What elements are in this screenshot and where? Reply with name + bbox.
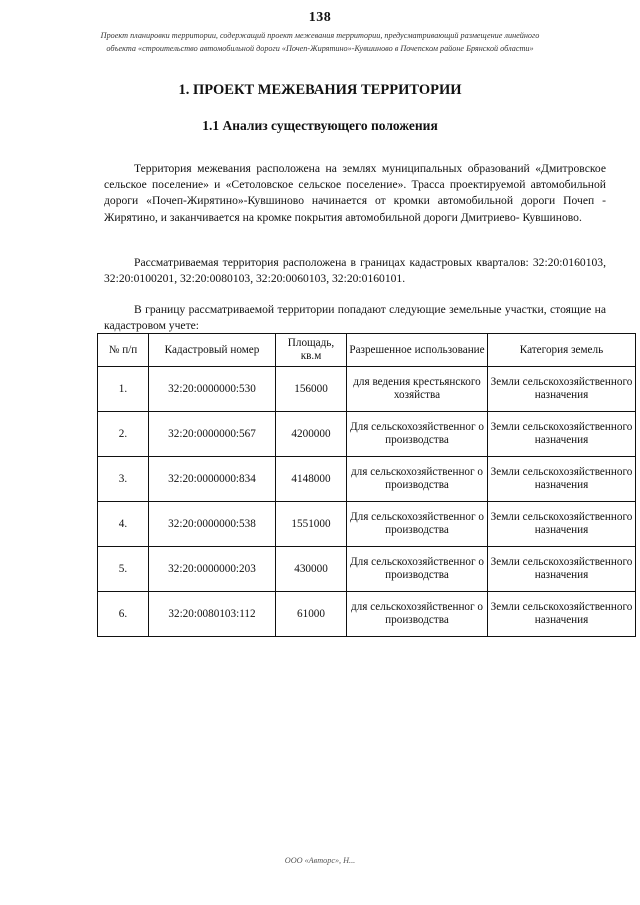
running-header: Проект планировки территории, содержащий проект межевания территории, предусматривающий размещение линейного объекта «строительство автомобильной дороги «Почеп-Жирятино»-Кувшиново в Почепском районе Брянской области» <box>100 31 540 53</box>
cell-land-category: Земли сельскохозяйственного назначения <box>488 412 636 457</box>
table-header-row <box>98 334 636 367</box>
cell-number: 6. <box>98 592 149 637</box>
cell-area: 156000 <box>276 367 347 412</box>
cell-number: 3. <box>98 457 149 502</box>
section-title: 1. ПРОЕКТ МЕЖЕВАНИЯ ТЕРРИТОРИИ <box>178 82 462 98</box>
subsection-title: 1.1 Анализ существующего положения <box>202 118 438 133</box>
header-land-category: Категория земель <box>488 334 636 367</box>
cell-area: 1551000 <box>276 502 347 547</box>
table-row <box>98 592 636 637</box>
cell-permitted-use: Для сельскохозяйственног о производства <box>347 412 488 457</box>
header-number: № п/п <box>98 334 149 367</box>
cell-cadastral-number: 32:20:0080103:112 <box>149 592 276 637</box>
parcels-table <box>97 333 636 637</box>
header-cadastral-number: Кадастровый номер <box>149 334 276 367</box>
cell-area: 4200000 <box>276 412 347 457</box>
cell-area: 430000 <box>276 547 347 592</box>
cell-land-category: Земли сельскохозяйственного назначения <box>488 367 636 412</box>
cell-number: 1. <box>98 367 149 412</box>
table-row <box>98 367 636 412</box>
cell-cadastral-number: 32:20:0000000:203 <box>149 547 276 592</box>
table-row <box>98 502 636 547</box>
cell-land-category: Земли сельскохозяйственного назначения <box>488 547 636 592</box>
header-area: Площадь, кв.м <box>276 334 347 367</box>
table-row <box>98 547 636 592</box>
cell-land-category: Земли сельскохозяйственного назначения <box>488 457 636 502</box>
page-number: 138 <box>308 10 332 25</box>
cell-number: 5. <box>98 547 149 592</box>
cell-permitted-use: для ведения крестьянского хозяйства <box>347 367 488 412</box>
cell-land-category: Земли сельскохозяйственного назначения <box>488 592 636 637</box>
cell-area: 4148000 <box>276 457 347 502</box>
cell-number: 2. <box>98 412 149 457</box>
paragraph-territory: Территория межевания расположена на землях муниципальных образований «Дмитровское сельское поселение» и «Сетоловское сельское поселение». Трасса проектируемой автомобильной дороги «Почеп-Жирятино»-Кувшиново начинается от кромки автомобильной дороги Почеп - Жирятино, и заканчивается на кромке покрытия автомобильной дороги Дмитриево- Кувшиново. <box>104 161 606 224</box>
cell-number: 4. <box>98 502 149 547</box>
cell-permitted-use: для сельскохозяйственног о производства <box>347 457 488 502</box>
cell-cadastral-number: 32:20:0000000:567 <box>149 412 276 457</box>
cell-permitted-use: Для сельскохозяйственног о производства <box>347 547 488 592</box>
cell-cadastral-number: 32:20:0000000:538 <box>149 502 276 547</box>
cell-permitted-use: для сельскохозяйственног о производства <box>347 592 488 637</box>
cell-area: 61000 <box>276 592 347 637</box>
page-footer: ООО «Авторс», Н... <box>284 856 356 865</box>
cell-permitted-use: Для сельскохозяйственног о производства <box>347 502 488 547</box>
table-row <box>98 457 636 502</box>
paragraph-parcels-intro: В границу рассматриваемой территории попадают следующие земельные участки, стоящие на кадастровом учете: <box>104 302 606 332</box>
cell-land-category: Земли сельскохозяйственного назначения <box>488 502 636 547</box>
cell-cadastral-number: 32:20:0000000:834 <box>149 457 276 502</box>
header-permitted-use: Разрешенное использование <box>347 334 488 367</box>
cell-cadastral-number: 32:20:0000000:530 <box>149 367 276 412</box>
table-row <box>98 412 636 457</box>
paragraph-cadastral-quarters: Рассматриваемая территория расположена в границах кадастровых кварталов: 32:20:0160103, 32:20:0100201, 32:20:0080103, 32:20:0060103, 32:20:0160101. <box>104 255 606 285</box>
